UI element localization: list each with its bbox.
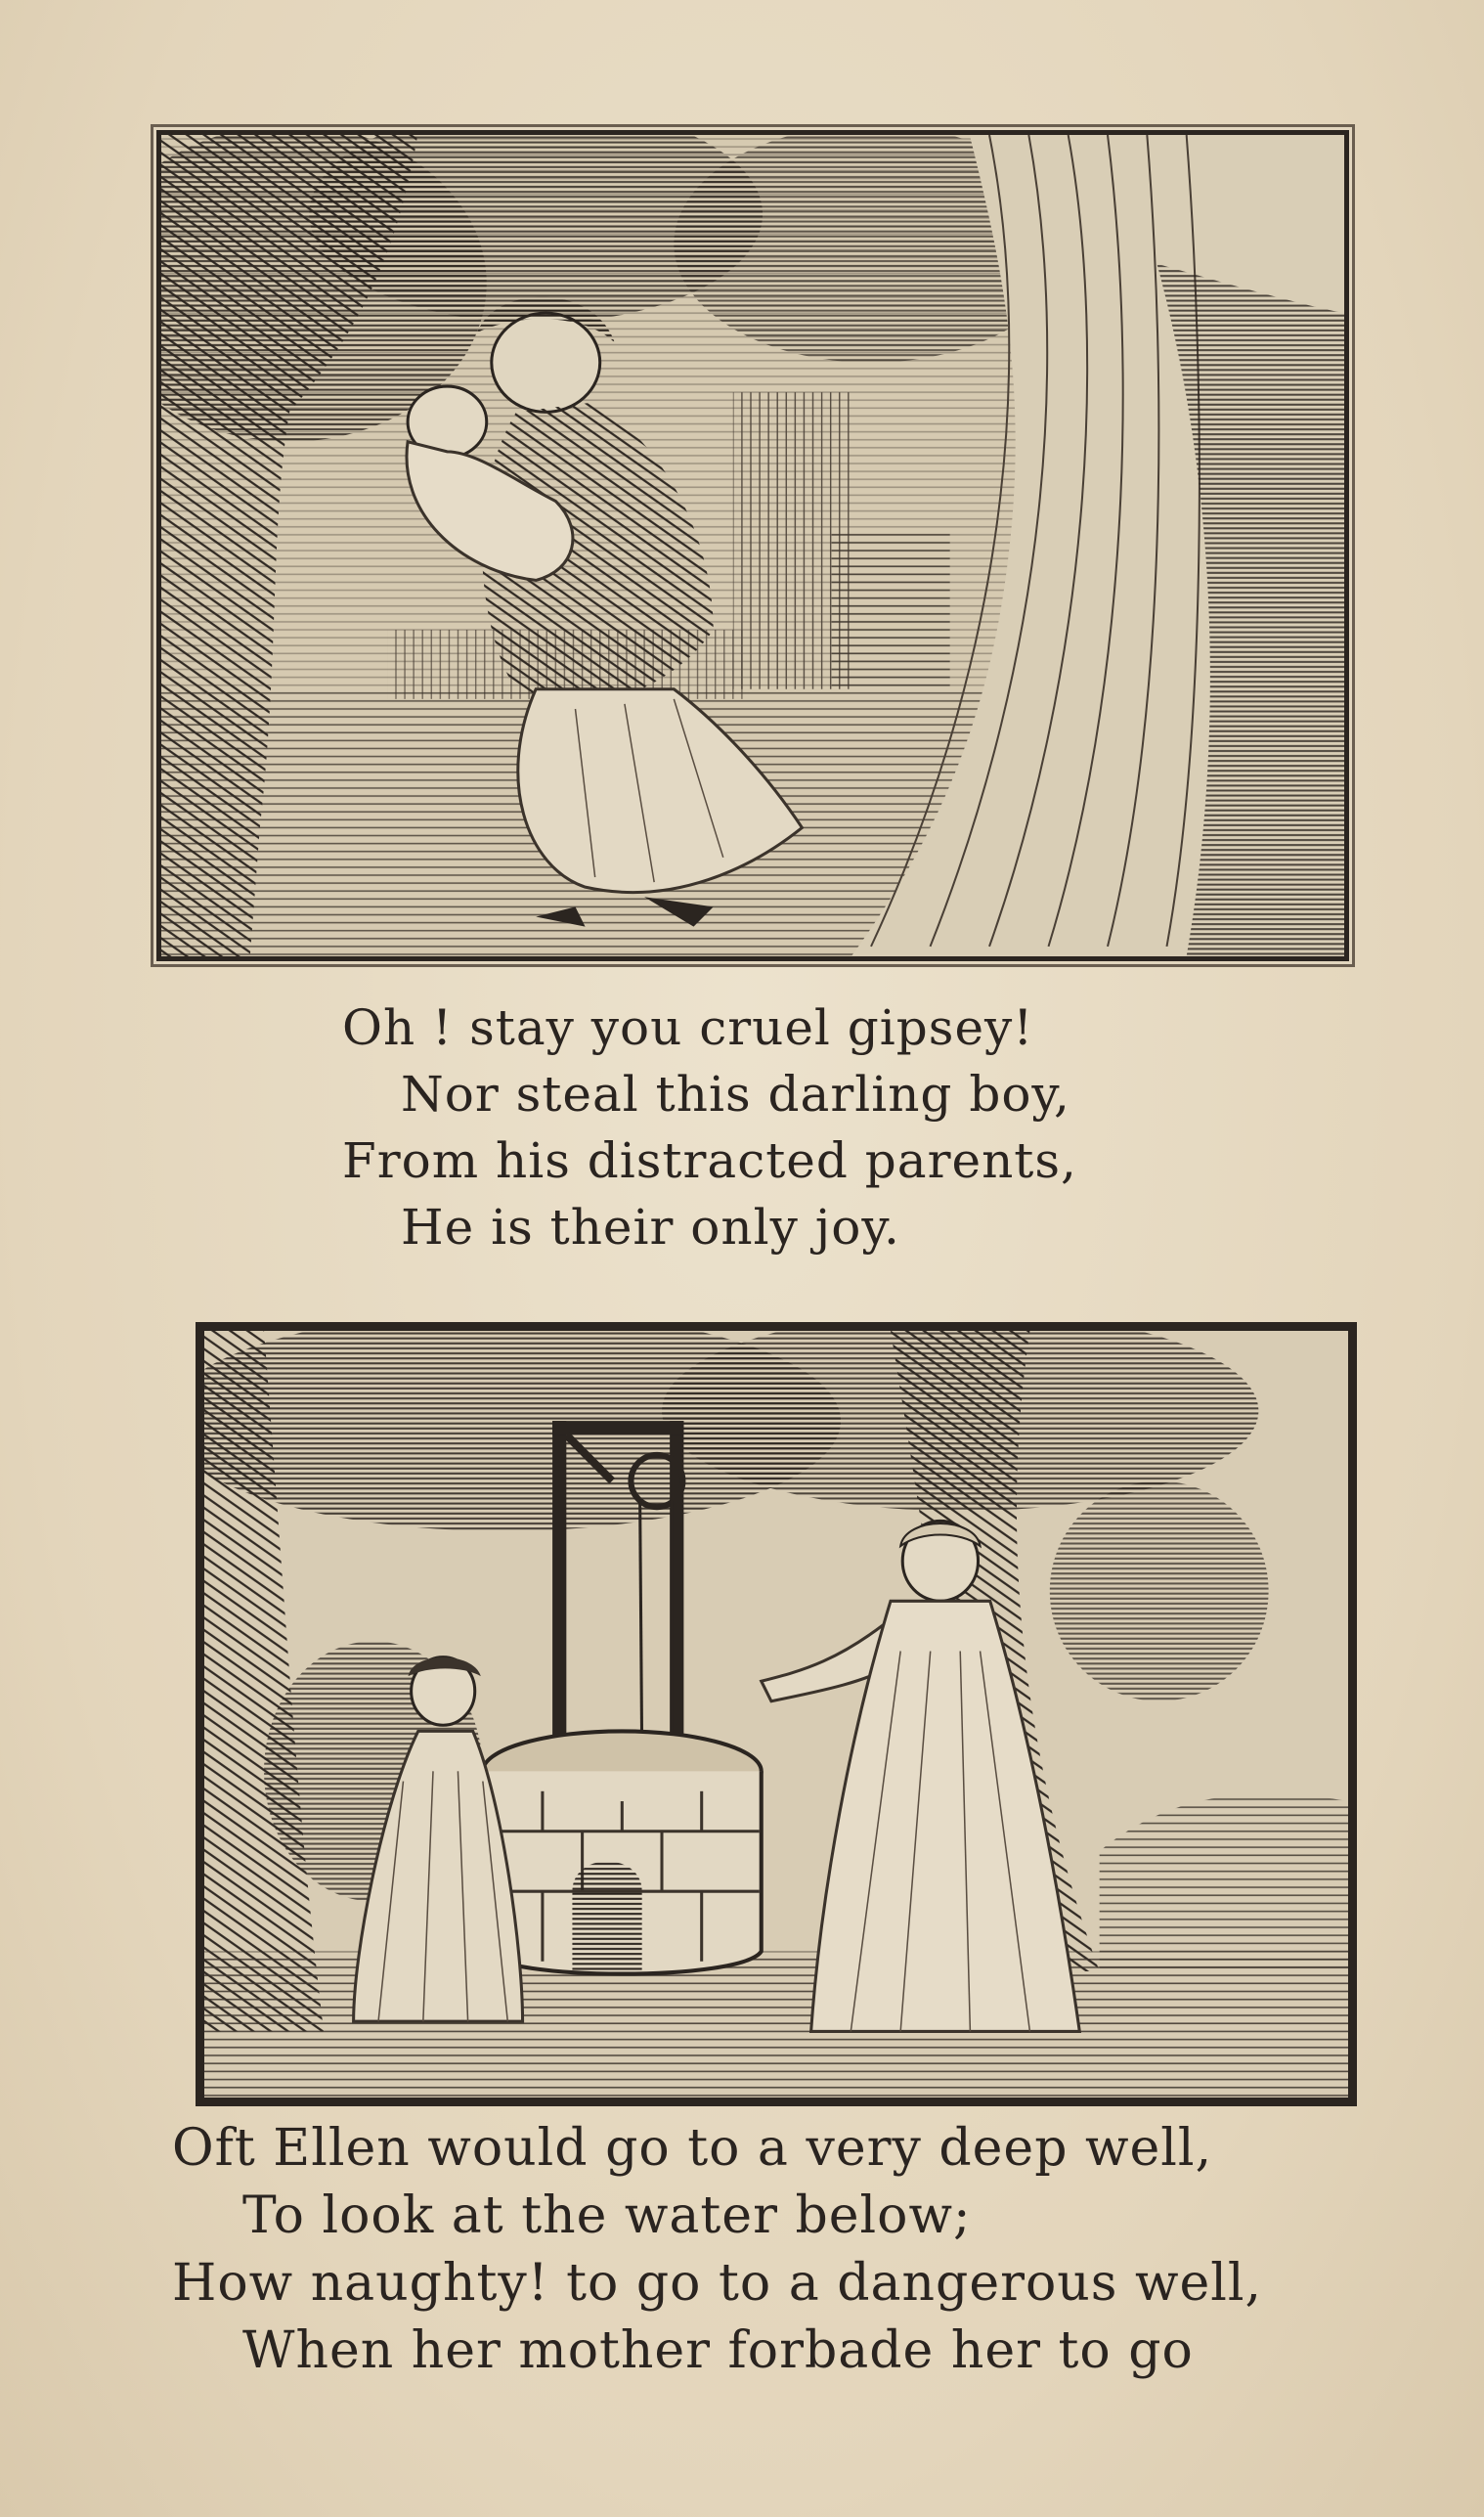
woodcut-well-illustration <box>196 1322 1357 2106</box>
verse-line: How naughty! to go to a dangerous well, <box>172 2254 1263 2313</box>
verse-well <box>172 2115 1262 2385</box>
verse-line: To look at the water below; <box>242 2186 972 2245</box>
verse-line: When her mother forbade her to go <box>242 2321 1194 2380</box>
verse-line: Oh ! stay you cruel gipsey! <box>342 999 1034 1056</box>
verse-line: Nor steal this darling boy, <box>401 1066 1070 1123</box>
verse-line: Oft Ellen would go to a very deep well, <box>172 2119 1213 2178</box>
verse-line: From his distracted parents, <box>342 1132 1077 1189</box>
well-engraving <box>204 1331 1348 2098</box>
gipsy-engraving <box>161 135 1344 956</box>
verse-gipsy <box>342 994 1077 1260</box>
verse-line: He is their only joy. <box>401 1199 900 1256</box>
woodcut-gipsy-illustration <box>156 130 1349 961</box>
